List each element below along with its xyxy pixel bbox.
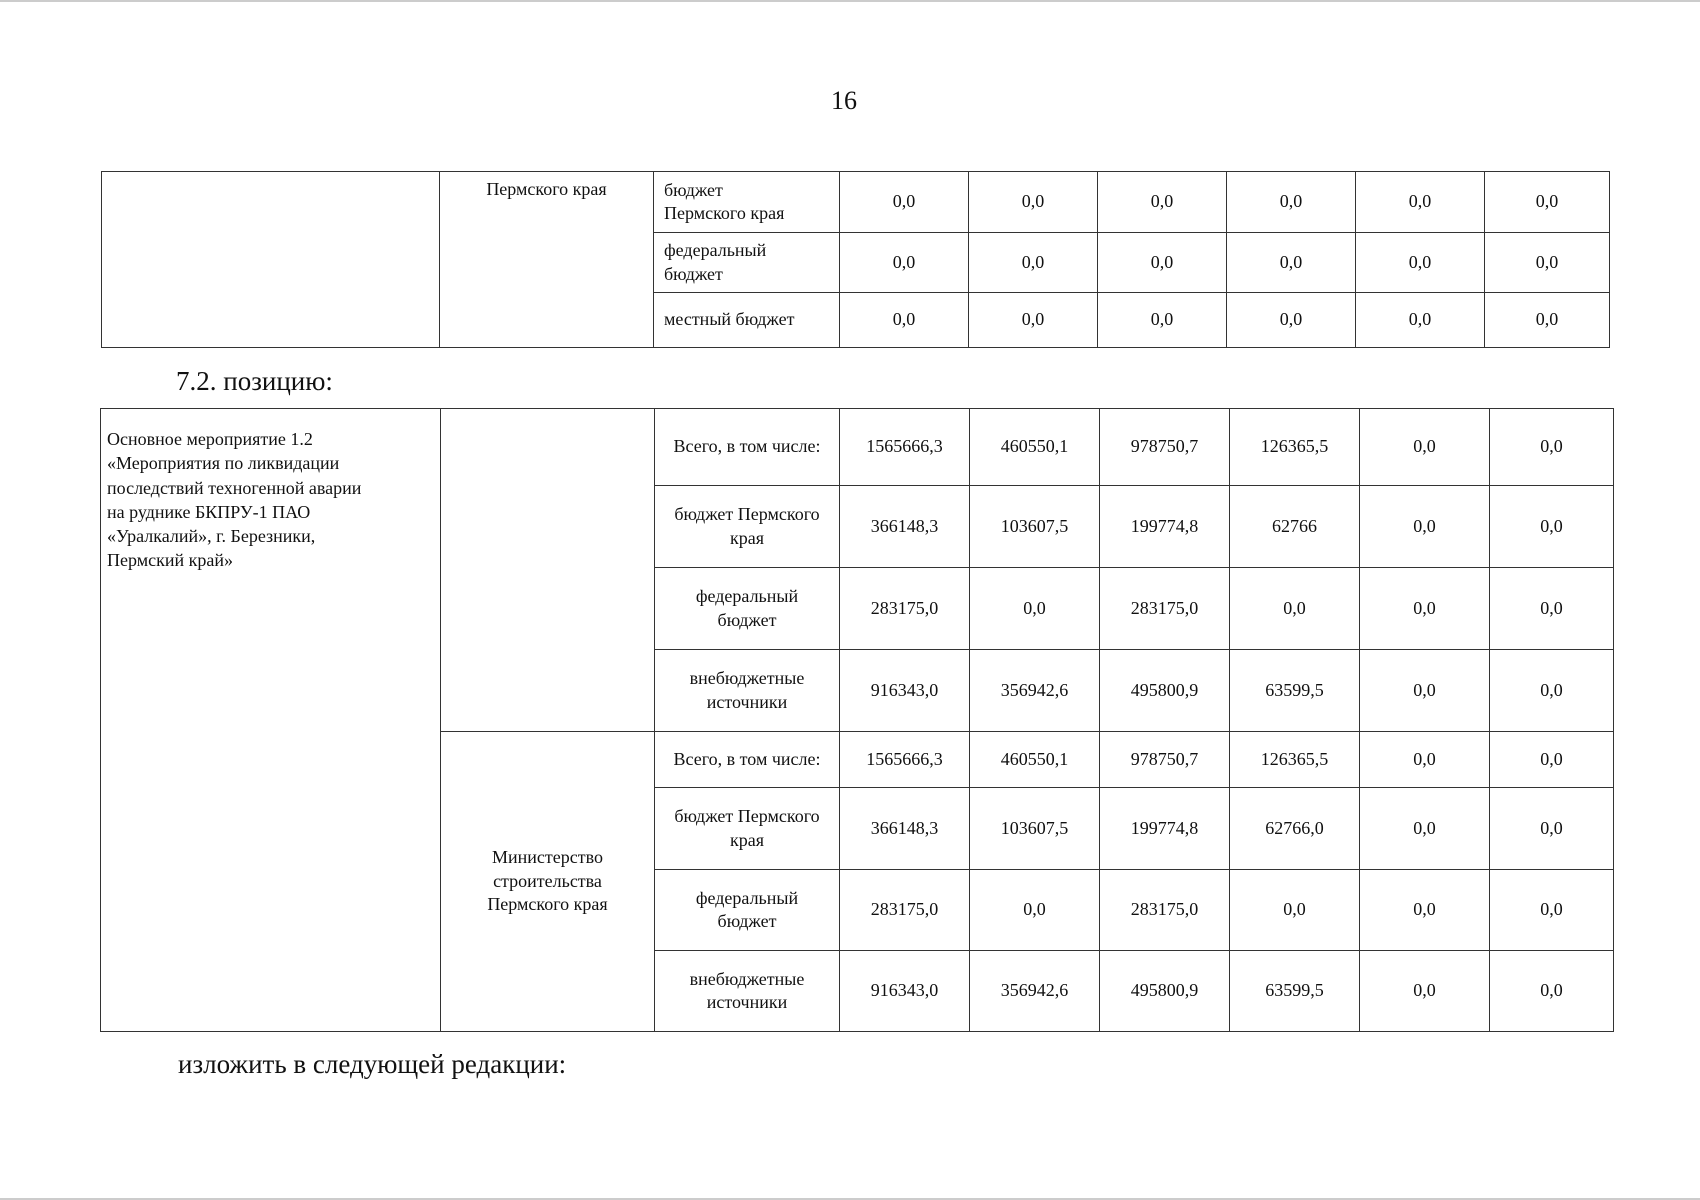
value-cell: 0,0 xyxy=(1098,293,1227,348)
value-cell: 63599,5 xyxy=(1230,951,1360,1032)
value-cell: 0,0 xyxy=(1227,233,1356,293)
value-cell: 0,0 xyxy=(840,233,969,293)
row-label: бюджет Пермского края xyxy=(655,486,840,568)
value-cell: 366148,3 xyxy=(840,486,970,568)
value-cell: 495800,9 xyxy=(1100,650,1230,732)
value-cell: 62766,0 xyxy=(1230,788,1360,870)
value-cell: 1565666,3 xyxy=(840,732,970,788)
value-cell: 495800,9 xyxy=(1100,951,1230,1032)
executor-cell: Министерство строительства Пермского края xyxy=(441,732,655,1032)
row-label: местный бюджет xyxy=(654,293,840,348)
row-label: внебюджетные источники xyxy=(655,650,840,732)
value-cell: 0,0 xyxy=(1360,732,1490,788)
footer-instruction: изложить в следующей редакции: xyxy=(178,1049,567,1079)
value-cell: 0,0 xyxy=(1356,172,1485,233)
executor-cell: Пермского края xyxy=(440,172,654,348)
value-cell: 978750,7 xyxy=(1100,409,1230,486)
value-cell: 0,0 xyxy=(969,293,1098,348)
value-cell: 0,0 xyxy=(1490,650,1614,732)
value-cell: 0,0 xyxy=(969,233,1098,293)
value-cell: 283175,0 xyxy=(1100,568,1230,650)
value-cell: 0,0 xyxy=(1227,293,1356,348)
value-cell: 199774,8 xyxy=(1100,486,1230,568)
empty-title-cell xyxy=(102,172,440,348)
value-cell: 126365,5 xyxy=(1230,732,1360,788)
value-cell: 283175,0 xyxy=(840,870,970,951)
value-cell: 978750,7 xyxy=(1100,732,1230,788)
event-title: Основное мероприятие 1.2 «Мероприятия по ликвидации последствий техногенной аварии на руднике БКПРУ-1 ПАО «Уралкалий», г. Березники, Пермский край» xyxy=(101,409,441,1032)
empty-executor-cell xyxy=(441,409,655,732)
row-label: федеральный бюджет xyxy=(655,568,840,650)
value-cell: 0,0 xyxy=(1227,172,1356,233)
value-cell: 356942,6 xyxy=(970,650,1100,732)
row-label: бюджет Пермского края xyxy=(655,788,840,870)
value-cell: 103607,5 xyxy=(970,486,1100,568)
value-cell: 0,0 xyxy=(1360,486,1490,568)
value-cell: 0,0 xyxy=(1098,233,1227,293)
scan-edge-top xyxy=(0,0,1700,2)
value-cell: 0,0 xyxy=(840,172,969,233)
value-cell: 283175,0 xyxy=(1100,870,1230,951)
value-cell: 0,0 xyxy=(1098,172,1227,233)
value-cell: 0,0 xyxy=(1490,568,1614,650)
value-cell: 0,0 xyxy=(969,172,1098,233)
value-cell: 0,0 xyxy=(1490,486,1614,568)
value-cell: 460550,1 xyxy=(970,409,1100,486)
value-cell: 0,0 xyxy=(1360,650,1490,732)
value-cell: 0,0 xyxy=(1356,293,1485,348)
value-cell: 0,0 xyxy=(1360,788,1490,870)
funding-table-position xyxy=(100,408,1614,1032)
value-cell: 0,0 xyxy=(970,870,1100,951)
value-cell: 916343,0 xyxy=(840,951,970,1032)
value-cell: 0,0 xyxy=(1360,951,1490,1032)
value-cell: 0,0 xyxy=(840,293,969,348)
row-label: бюджет Пермского края xyxy=(654,172,840,233)
funding-table-continued xyxy=(101,171,1610,348)
value-cell: 0,0 xyxy=(1360,870,1490,951)
page-number: 16 xyxy=(831,86,857,115)
value-cell: 460550,1 xyxy=(970,732,1100,788)
value-cell: 0,0 xyxy=(1485,293,1610,348)
value-cell: 0,0 xyxy=(1490,870,1614,951)
value-cell: 0,0 xyxy=(1490,409,1614,486)
value-cell: 103607,5 xyxy=(970,788,1100,870)
value-cell: 0,0 xyxy=(1485,172,1610,233)
value-cell: 0,0 xyxy=(1360,409,1490,486)
value-cell: 366148,3 xyxy=(840,788,970,870)
row-label: федеральный бюджет xyxy=(654,233,840,293)
value-cell: 916343,0 xyxy=(840,650,970,732)
row-label: Всего, в том числе: xyxy=(655,732,840,788)
value-cell: 0,0 xyxy=(1485,233,1610,293)
row-label: внебюджетные источники xyxy=(655,951,840,1032)
value-cell: 126365,5 xyxy=(1230,409,1360,486)
row-label: федеральный бюджет xyxy=(655,870,840,951)
value-cell: 1565666,3 xyxy=(840,409,970,486)
row-label: Всего, в том числе: xyxy=(655,409,840,486)
value-cell: 0,0 xyxy=(1230,870,1360,951)
value-cell: 356942,6 xyxy=(970,951,1100,1032)
section-heading: 7.2. позицию: xyxy=(176,366,333,396)
value-cell: 63599,5 xyxy=(1230,650,1360,732)
value-cell: 0,0 xyxy=(1230,568,1360,650)
value-cell: 0,0 xyxy=(1356,233,1485,293)
value-cell: 62766 xyxy=(1230,486,1360,568)
value-cell: 0,0 xyxy=(1490,788,1614,870)
value-cell: 283175,0 xyxy=(840,568,970,650)
value-cell: 0,0 xyxy=(1490,732,1614,788)
value-cell: 0,0 xyxy=(1490,951,1614,1032)
value-cell: 0,0 xyxy=(970,568,1100,650)
value-cell: 0,0 xyxy=(1360,568,1490,650)
value-cell: 199774,8 xyxy=(1100,788,1230,870)
